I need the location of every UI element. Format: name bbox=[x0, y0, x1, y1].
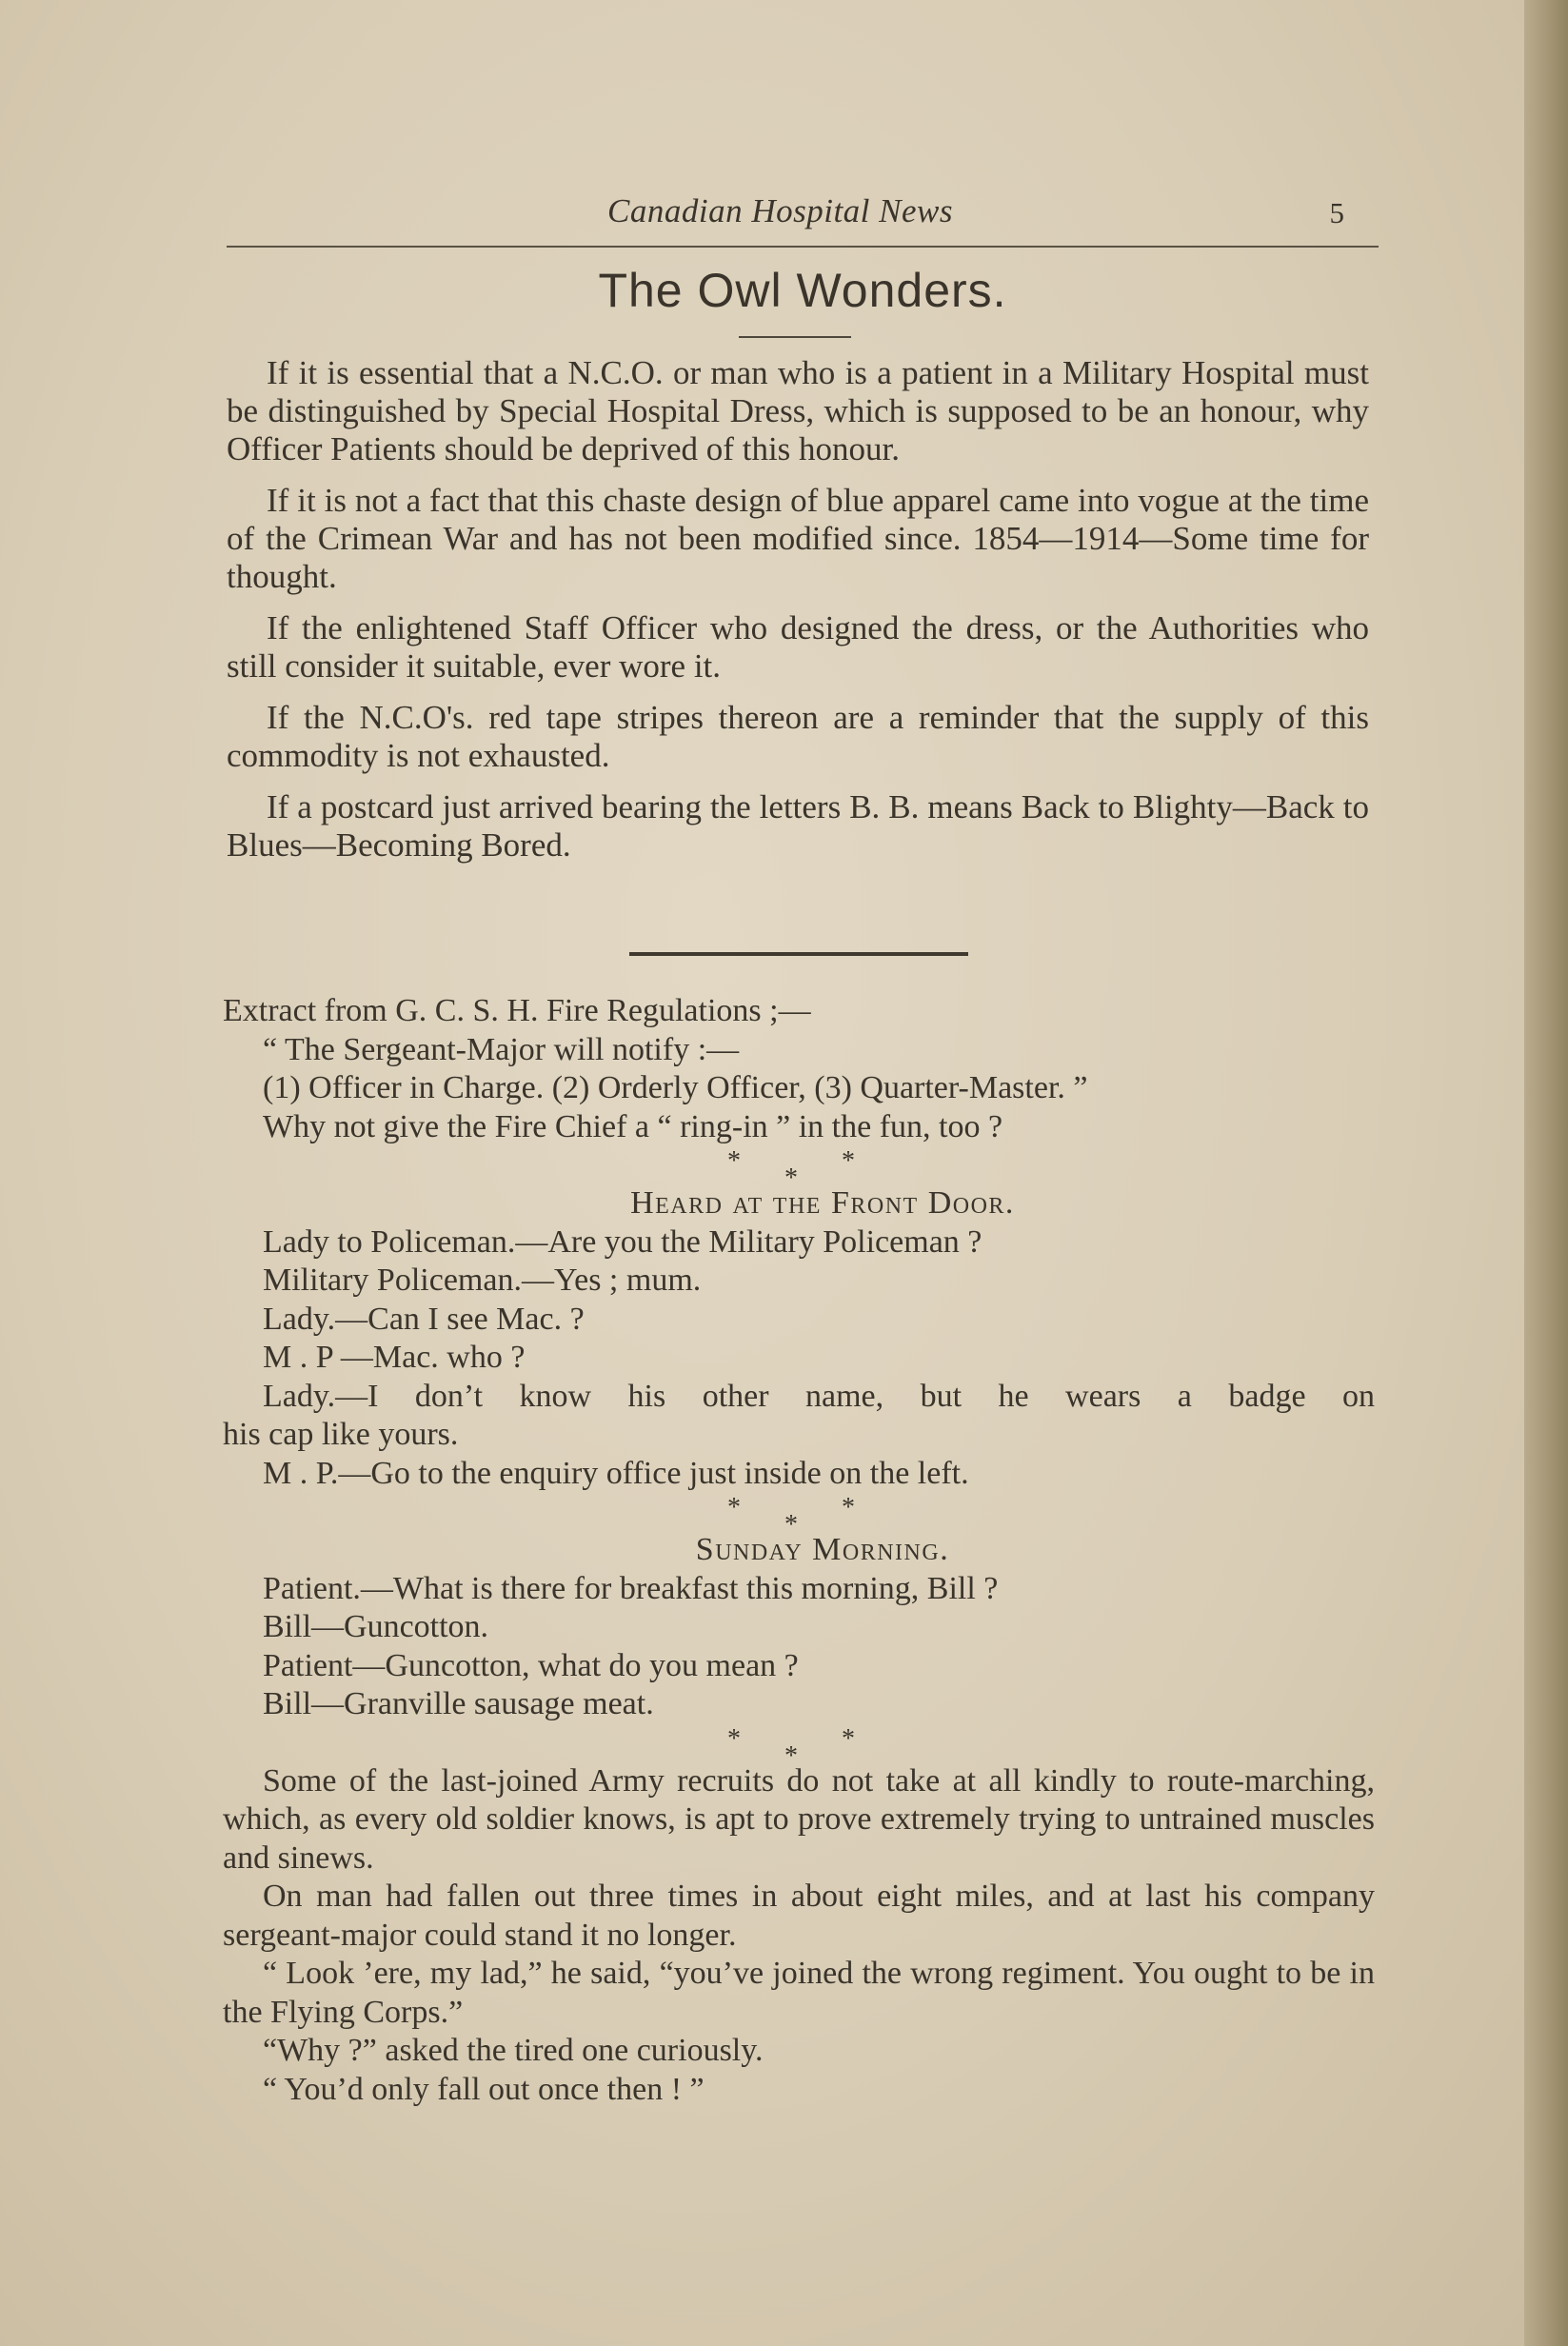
dialogue-line: Bill—Granville sausage meat. bbox=[263, 1686, 654, 1721]
owl-paragraph: If the enlightened Staff Officer who designed the dress, or the Authorities who still consider it suitable, ever wore it. bbox=[227, 609, 1369, 685]
title-rule bbox=[739, 336, 851, 338]
dialogue-line: Patient—Guncotton, what do you mean ? bbox=[263, 1647, 799, 1683]
dialogue-line: Lady.—I don’t know his other name, but he wears a badge on bbox=[263, 1378, 1375, 1414]
asterism-divider bbox=[223, 1723, 1375, 1771]
extract-quote: “ The Sergeant-Major will notify :— bbox=[263, 1031, 740, 1067]
extract-list: (1) Officer in Charge. (2) Orderly Officer, (3) Quarter-Master. ” bbox=[263, 1070, 1088, 1105]
anecdote-paragraph: On man had fallen out three times in about eight miles, and at last his company sergeant-major could stand it no longer. bbox=[223, 1879, 1375, 1953]
dialogue-line: Patient.—What is there for breakfast this morning, Bill ? bbox=[263, 1570, 999, 1606]
dialogue-line: Lady to Policeman.—Are you the Military Policeman ? bbox=[263, 1223, 982, 1260]
extract-intro: Extract from G. C. S. H. Fire Regulations ;— bbox=[223, 993, 811, 1028]
dialogue-line: Lady.—Can I see Mac. ? bbox=[263, 1301, 585, 1337]
asterisk: * bbox=[727, 1723, 741, 1754]
anecdote-paragraph: “Why ?” asked the tired one curiously. bbox=[263, 2033, 764, 2068]
anecdote-paragraph: Some of the last-joined Army recruits do not take at all kindly to route-marching, which, as every old soldier knows, is apt to prove extremely trying to untrained muscles and sinews. bbox=[223, 1762, 1375, 1876]
dialogue-line: his cap like yours. bbox=[223, 1417, 459, 1452]
sunday-morning-heading: Sunday Morning. bbox=[695, 1532, 950, 1567]
front-door-heading: Heard at the Front Door. bbox=[630, 1185, 1015, 1221]
owl-paragraph: If it is essential that a N.C.O. or man who is a patient in a Military Hospital must be distinguished by Special Hospital Dress, which is supposed to be an honour, why Officer Patients should be deprived of this honour. bbox=[227, 354, 1369, 467]
page-number: 5 bbox=[1329, 196, 1344, 229]
owl-wonders-body bbox=[227, 354, 1369, 878]
anecdote-paragraph: “ You’d only fall out once then ! ” bbox=[263, 2071, 705, 2107]
miscellany-column bbox=[223, 992, 1375, 2109]
book-spine-shadow bbox=[1524, 0, 1568, 2346]
asterisk: * bbox=[842, 1493, 855, 1522]
asterisk: * bbox=[842, 1723, 855, 1754]
owl-paragraph: If the N.C.O's. red tape stripes thereon are a reminder that the supply of this commodity is not exhausted. bbox=[227, 699, 1369, 774]
asterisk: * bbox=[727, 1146, 741, 1176]
anecdote-paragraph: “ Look ’ere, my lad,” he said, “you’ve joined the wrong regiment. You ought to be in the Flying Corps.” bbox=[223, 1956, 1375, 2030]
dialogue-line: M . P.—Go to the enquiry office just inside on the left. bbox=[263, 1455, 969, 1491]
asterisk: * bbox=[784, 1740, 798, 1771]
asterisk: * bbox=[784, 1510, 798, 1540]
dialogue-line: Bill—Guncotton. bbox=[263, 1609, 489, 1644]
running-title: Canadian Hospital News bbox=[607, 192, 953, 229]
dialogue-line: M . P —Mac. who ? bbox=[263, 1340, 526, 1375]
extract-question: Why not give the Fire Chief a “ ring-in ” in the fun, too ? bbox=[263, 1108, 1003, 1144]
dialogue-line: Military Policeman.—Yes ; mum. bbox=[263, 1262, 702, 1298]
owl-paragraph: If a postcard just arrived bearing the letters B. B. means Back to Blighty—Back to Blues—Becoming Bored. bbox=[227, 788, 1369, 864]
asterism-divider bbox=[223, 1493, 1375, 1540]
asterism-divider bbox=[223, 1146, 1375, 1193]
owl-paragraph: If it is not a fact that this chaste design of blue apparel came into vogue at the time of the Crimean War and has not been modified since. 1854—1914—Some time for thought. bbox=[227, 482, 1369, 595]
asterisk: * bbox=[784, 1163, 798, 1193]
article-title: The Owl Wonders. bbox=[598, 264, 1007, 317]
asterisk: * bbox=[842, 1146, 855, 1176]
section-divider-rule bbox=[629, 952, 968, 956]
running-header bbox=[227, 187, 1379, 248]
asterisk: * bbox=[727, 1493, 741, 1522]
